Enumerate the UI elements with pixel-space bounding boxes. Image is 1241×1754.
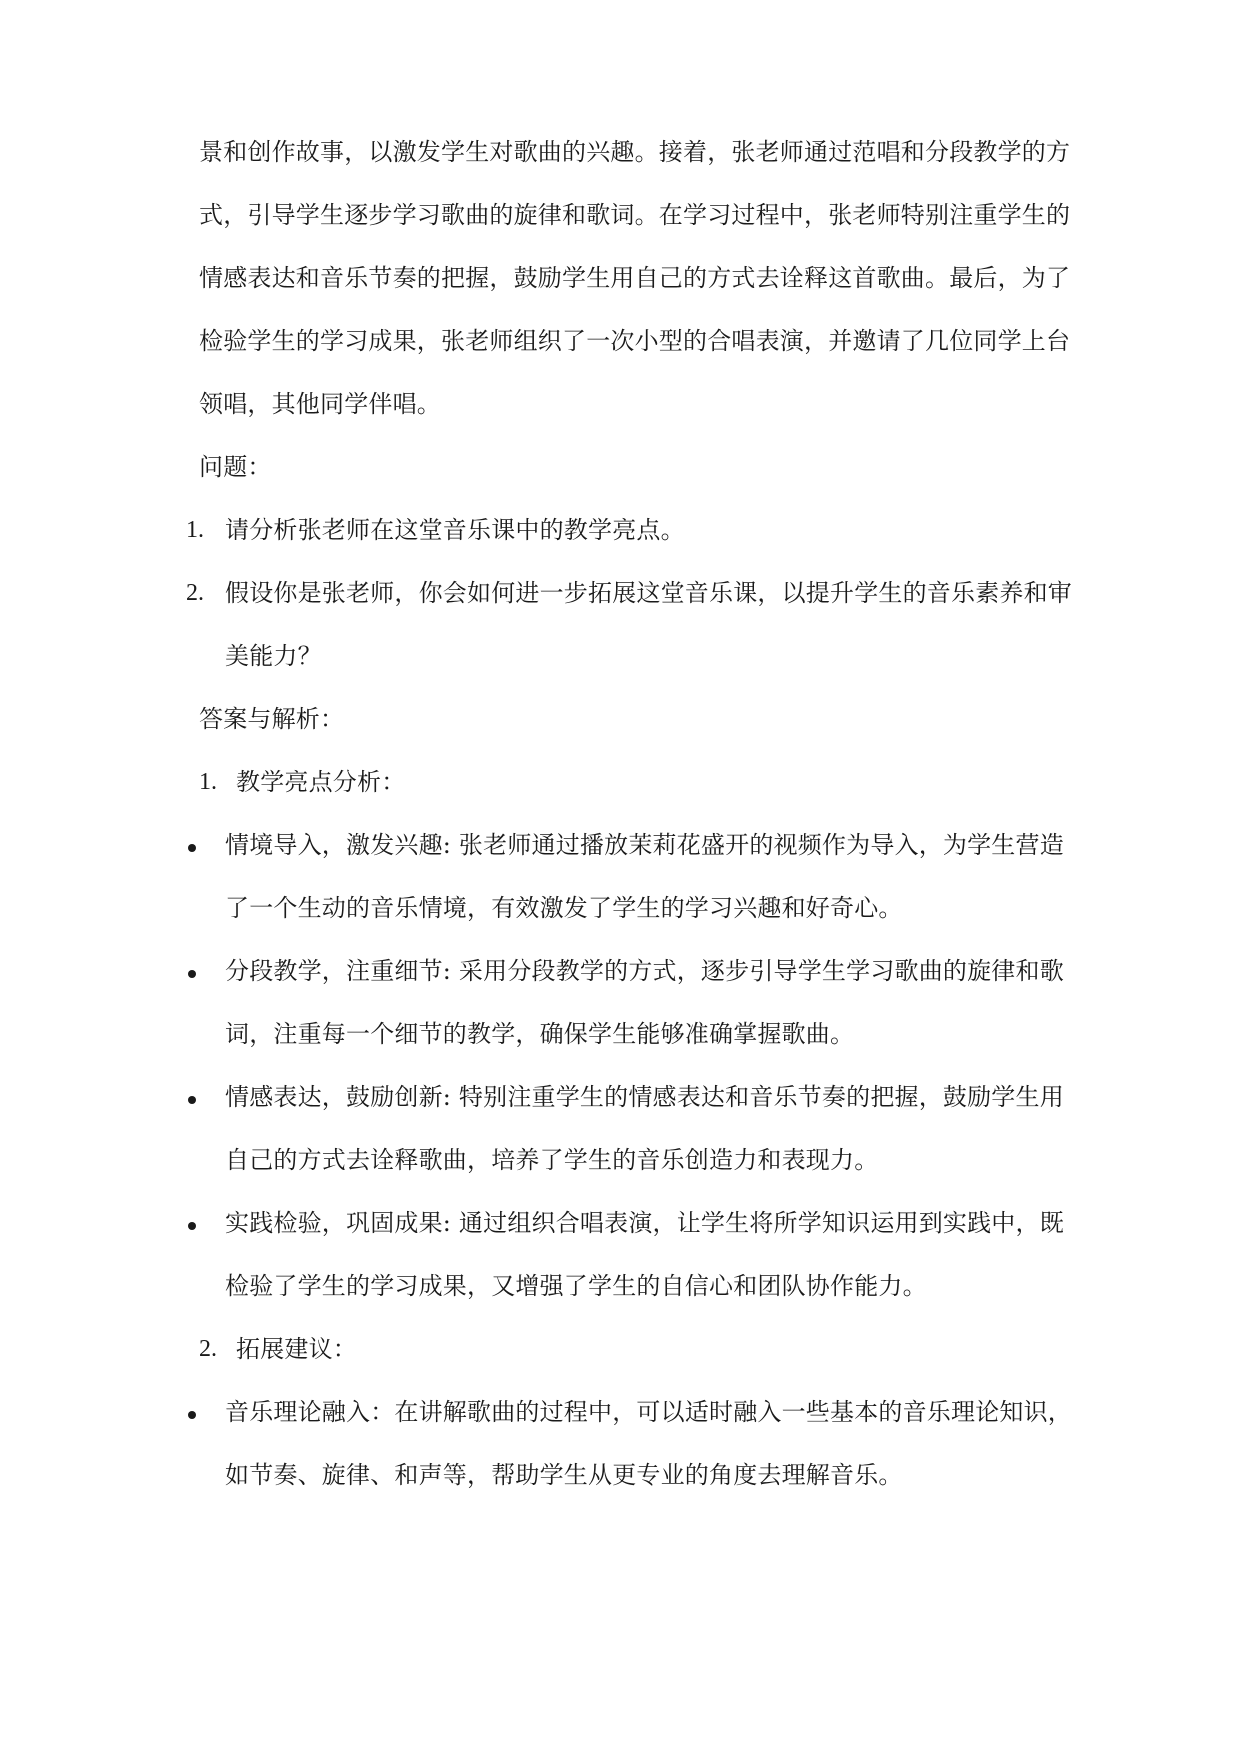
bullet-text: 自己的方式去诠释歌曲，培养了学生的音乐创造力和表现力。 bbox=[225, 1146, 879, 1174]
section-number: 1. bbox=[199, 769, 217, 795]
bullet-dot-icon bbox=[188, 1222, 196, 1230]
paragraph-line: 式，引导学生逐步学习歌曲的旋律和歌词。在学习过程中，张老师特别注重学生的 bbox=[199, 201, 1071, 229]
bullet-text: 了一个生动的音乐情境，有效激发了学生的学习兴趣和好奇心。 bbox=[225, 894, 903, 922]
question-text: 美能力？ bbox=[225, 642, 322, 670]
section-title: 教学亮点分析： bbox=[236, 768, 406, 796]
paragraph-line: 领唱，其他同学伴唱。 bbox=[199, 390, 441, 418]
bullet-text: 检验了学生的学习成果，又增强了学生的自信心和团队协作能力。 bbox=[225, 1272, 927, 1300]
question-number: 2. bbox=[186, 580, 204, 606]
paragraph-line: 景和创作故事，以激发学生对歌曲的兴趣。接着，张老师通过范唱和分段教学的方 bbox=[199, 138, 1071, 166]
bullet-dot-icon bbox=[188, 1411, 196, 1419]
answers-heading: 答案与解析： bbox=[199, 705, 345, 733]
section-number: 2. bbox=[199, 1336, 217, 1362]
bullet-dot-icon bbox=[188, 970, 196, 978]
bullet-dot-icon bbox=[188, 1096, 196, 1104]
bullet-text: 情感表达，鼓励创新: 特别注重学生的情感表达和音乐节奏的把握，鼓励学生用 bbox=[225, 1083, 1064, 1111]
bullet-text: 如节奏、旋律、和声等，帮助学生从更专业的角度去理解音乐。 bbox=[225, 1461, 903, 1489]
bullet-text: 情境导入，激发兴趣: 张老师通过播放茉莉花盛开的视频作为导入，为学生营造 bbox=[225, 831, 1064, 859]
bullet-dot-icon bbox=[188, 844, 196, 852]
paragraph-line: 情感表达和音乐节奏的把握，鼓励学生用自己的方式去诠释这首歌曲。最后，为了 bbox=[199, 264, 1071, 292]
paragraph-line: 检验学生的学习成果，张老师组织了一次小型的合唱表演，并邀请了几位同学上台 bbox=[199, 327, 1071, 355]
bullet-text: 音乐理论融入：在讲解歌曲的过程中，可以适时融入一些基本的音乐理论知识， bbox=[225, 1398, 1072, 1426]
section-title: 拓展建议： bbox=[236, 1335, 357, 1363]
bullet-text: 词，注重每一个细节的教学，确保学生能够准确掌握歌曲。 bbox=[225, 1020, 855, 1048]
bullet-text: 分段教学，注重细节: 采用分段教学的方式，逐步引导学生学习歌曲的旋律和歌 bbox=[225, 957, 1064, 985]
question-text: 请分析张老师在这堂音乐课中的教学亮点。 bbox=[225, 516, 685, 544]
bullet-text: 实践检验，巩固成果: 通过组织合唱表演，让学生将所学知识运用到实践中，既 bbox=[225, 1209, 1064, 1237]
question-number: 1. bbox=[186, 517, 204, 543]
questions-heading: 问题： bbox=[199, 453, 272, 481]
question-text: 假设你是张老师，你会如何进一步拓展这堂音乐课，以提升学生的音乐素养和审 bbox=[225, 579, 1072, 607]
